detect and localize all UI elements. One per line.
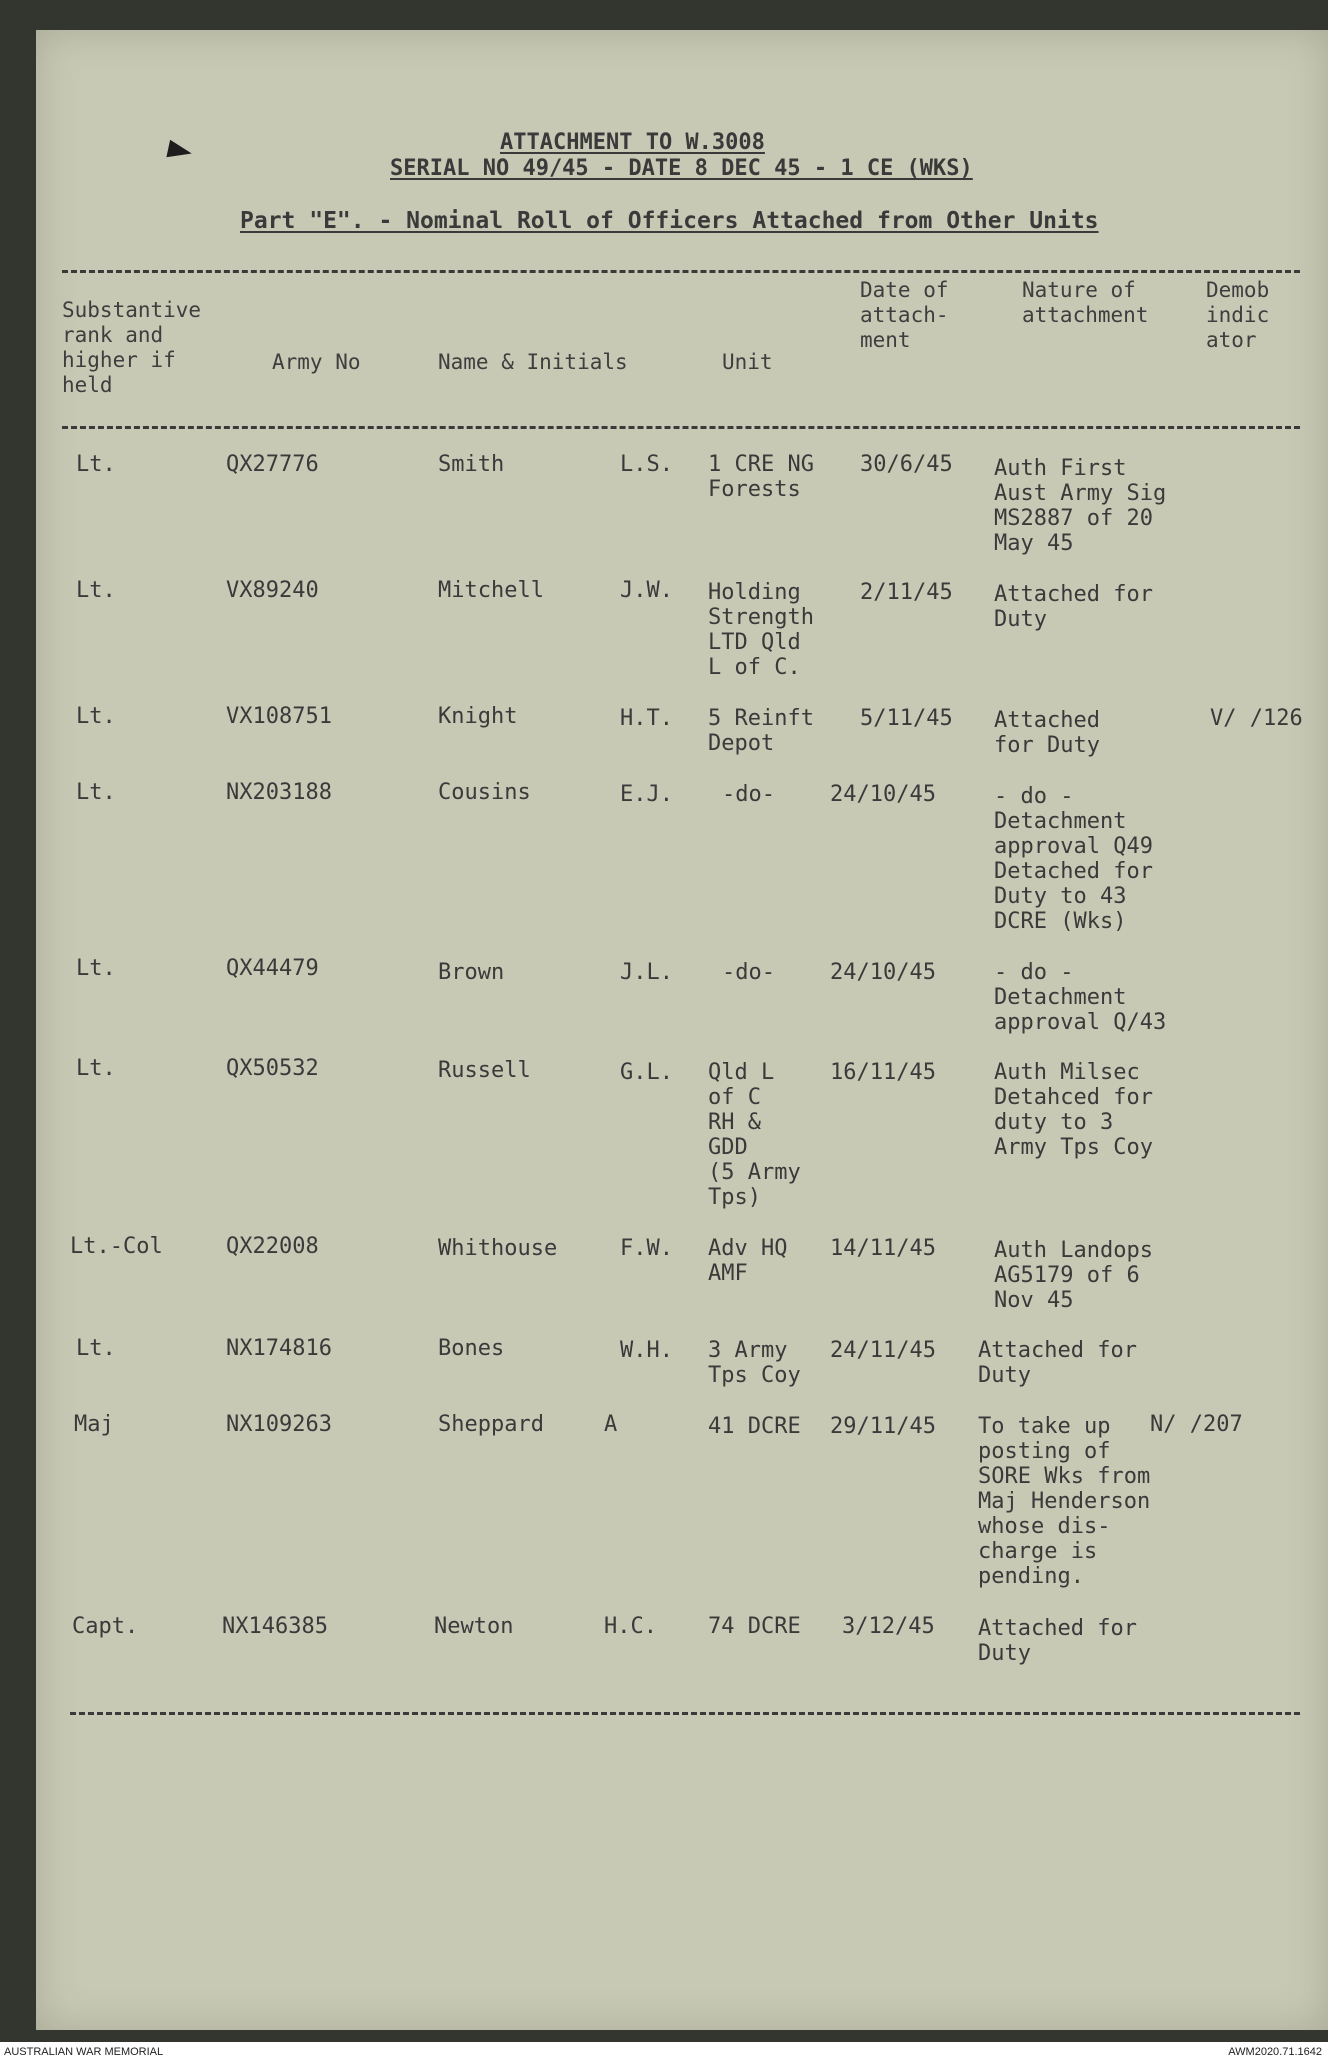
row-rank: Lt. <box>76 704 116 729</box>
row-nature: Attached for Duty <box>978 1616 1137 1666</box>
row-nature: Attached for Duty <box>994 708 1100 758</box>
table-bottom-rule <box>70 1712 1300 1715</box>
row-demob: V/ /126 <box>1210 706 1303 731</box>
row-initials: J.W. <box>620 578 673 603</box>
row-unit: Holding Strength LTD Qld L of C. <box>708 580 814 680</box>
row-initials: A <box>604 1412 618 1437</box>
row-unit: 74 DCRE <box>708 1614 801 1639</box>
row-army-no: QX50532 <box>226 1056 319 1081</box>
row-initials: H.C. <box>604 1614 657 1639</box>
row-army-no: VX89240 <box>226 578 319 603</box>
row-nature: Attached for Duty <box>978 1338 1137 1388</box>
row-army-no: NX174816 <box>226 1336 332 1361</box>
row-rank: Capt. <box>72 1614 139 1639</box>
row-army-no: QX22008 <box>226 1234 319 1259</box>
row-rank: Lt. <box>76 1336 116 1361</box>
row-unit: 1 CRE NG Forests <box>708 452 814 502</box>
row-unit: 5 Reinft Depot <box>708 706 814 756</box>
col-header-nature: Nature of attachment <box>1022 278 1149 327</box>
row-surname: Whithouse <box>438 1236 558 1261</box>
col-header-army-no: Army No <box>272 350 361 374</box>
row-date: 14/11/45 <box>830 1236 936 1261</box>
row-army-no: NX146385 <box>222 1614 328 1639</box>
row-army-no: QX27776 <box>226 452 319 477</box>
row-rank: Lt. <box>76 780 116 805</box>
row-rank: Lt. <box>76 452 116 477</box>
row-date: 30/6/45 <box>860 452 953 477</box>
row-army-no: QX44479 <box>226 956 319 981</box>
row-date: 24/10/45 <box>830 960 936 985</box>
row-surname: Sheppard <box>438 1412 544 1437</box>
row-demob: N/ /207 <box>1150 1412 1243 1437</box>
row-date: 16/11/45 <box>830 1060 936 1085</box>
row-rank: Lt. <box>76 578 116 603</box>
footer-institution: AUSTRALIAN WAR MEMORIAL <box>4 2046 164 2058</box>
row-rank: Lt. <box>76 1056 116 1081</box>
row-date: 2/11/45 <box>860 580 953 605</box>
row-nature: - do - Detachment approval Q49 Detached for Duty to 43 DCRE (Wks) <box>994 784 1153 934</box>
row-unit: 3 Army Tps Coy <box>708 1338 801 1388</box>
row-date: 24/10/45 <box>830 782 936 807</box>
row-initials: L.S. <box>620 452 673 477</box>
archive-footer <box>0 2042 1328 2061</box>
part-title: Part "E". - Nominal Roll of Officers Attached from Other Units <box>240 208 1099 234</box>
row-rank: Lt.-Col <box>70 1234 163 1259</box>
row-army-no: NX203188 <box>226 780 332 805</box>
row-surname: Newton <box>434 1614 514 1639</box>
col-header-demob: Demob indic ator <box>1206 278 1270 352</box>
row-surname: Russell <box>438 1058 531 1083</box>
serial-line: SERIAL NO 49/45 - DATE 8 DEC 45 - 1 CE (WKS) <box>390 156 973 181</box>
row-unit: -do- <box>722 782 775 807</box>
row-unit: -do- <box>722 960 775 985</box>
header-bottom-rule <box>62 426 1300 429</box>
row-army-no: NX109263 <box>226 1412 332 1437</box>
row-nature: Auth Landops AG5179 of 6 Nov 45 <box>994 1238 1153 1313</box>
col-header-unit: Unit <box>722 350 773 374</box>
footer-accession-number: AWM2020.71.1642 <box>1228 2046 1322 2058</box>
col-header-date: Date of attach- ment <box>860 278 949 352</box>
row-nature: Auth First Aust Army Sig MS2887 of 20 May 45 <box>994 456 1167 556</box>
row-rank: Maj <box>74 1412 114 1437</box>
row-army-no: VX108751 <box>226 704 332 729</box>
row-nature: Attached for Duty <box>994 582 1153 632</box>
row-initials: J.L. <box>620 960 673 985</box>
row-date: 3/12/45 <box>842 1614 935 1639</box>
row-surname: Brown <box>438 960 505 985</box>
row-nature: Auth Milsec Detahced for duty to 3 Army Tps Coy <box>994 1060 1153 1160</box>
row-surname: Cousins <box>438 780 531 805</box>
row-unit: Qld L of C RH & GDD (5 Army Tps) <box>708 1060 801 1210</box>
row-nature: - do - Detachment approval Q/43 <box>994 960 1167 1035</box>
table-top-rule <box>62 270 1300 273</box>
row-surname: Bones <box>438 1336 505 1361</box>
row-surname: Smith <box>438 452 505 477</box>
row-unit: 41 DCRE <box>708 1414 801 1439</box>
row-unit: Adv HQ AMF <box>708 1236 788 1286</box>
row-date: 24/11/45 <box>830 1338 936 1363</box>
row-surname: Knight <box>438 704 518 729</box>
row-initials: F.W. <box>620 1236 673 1261</box>
row-date: 29/11/45 <box>830 1414 936 1439</box>
row-initials: H.T. <box>620 706 673 731</box>
row-date: 5/11/45 <box>860 706 953 731</box>
attachment-title: ATTACHMENT TO W.3008 <box>500 130 765 155</box>
row-nature: To take up posting of SORE Wks from Maj Henderson whose dis- charge is pending. <box>978 1414 1151 1589</box>
row-rank: Lt. <box>76 956 116 981</box>
col-header-rank: Substantive rank and higher if held <box>62 298 202 397</box>
row-surname: Mitchell <box>438 578 544 603</box>
row-initials: G.L. <box>620 1060 673 1085</box>
row-initials: W.H. <box>620 1338 673 1363</box>
row-initials: E.J. <box>620 782 673 807</box>
col-header-name: Name & Initials <box>438 350 628 374</box>
